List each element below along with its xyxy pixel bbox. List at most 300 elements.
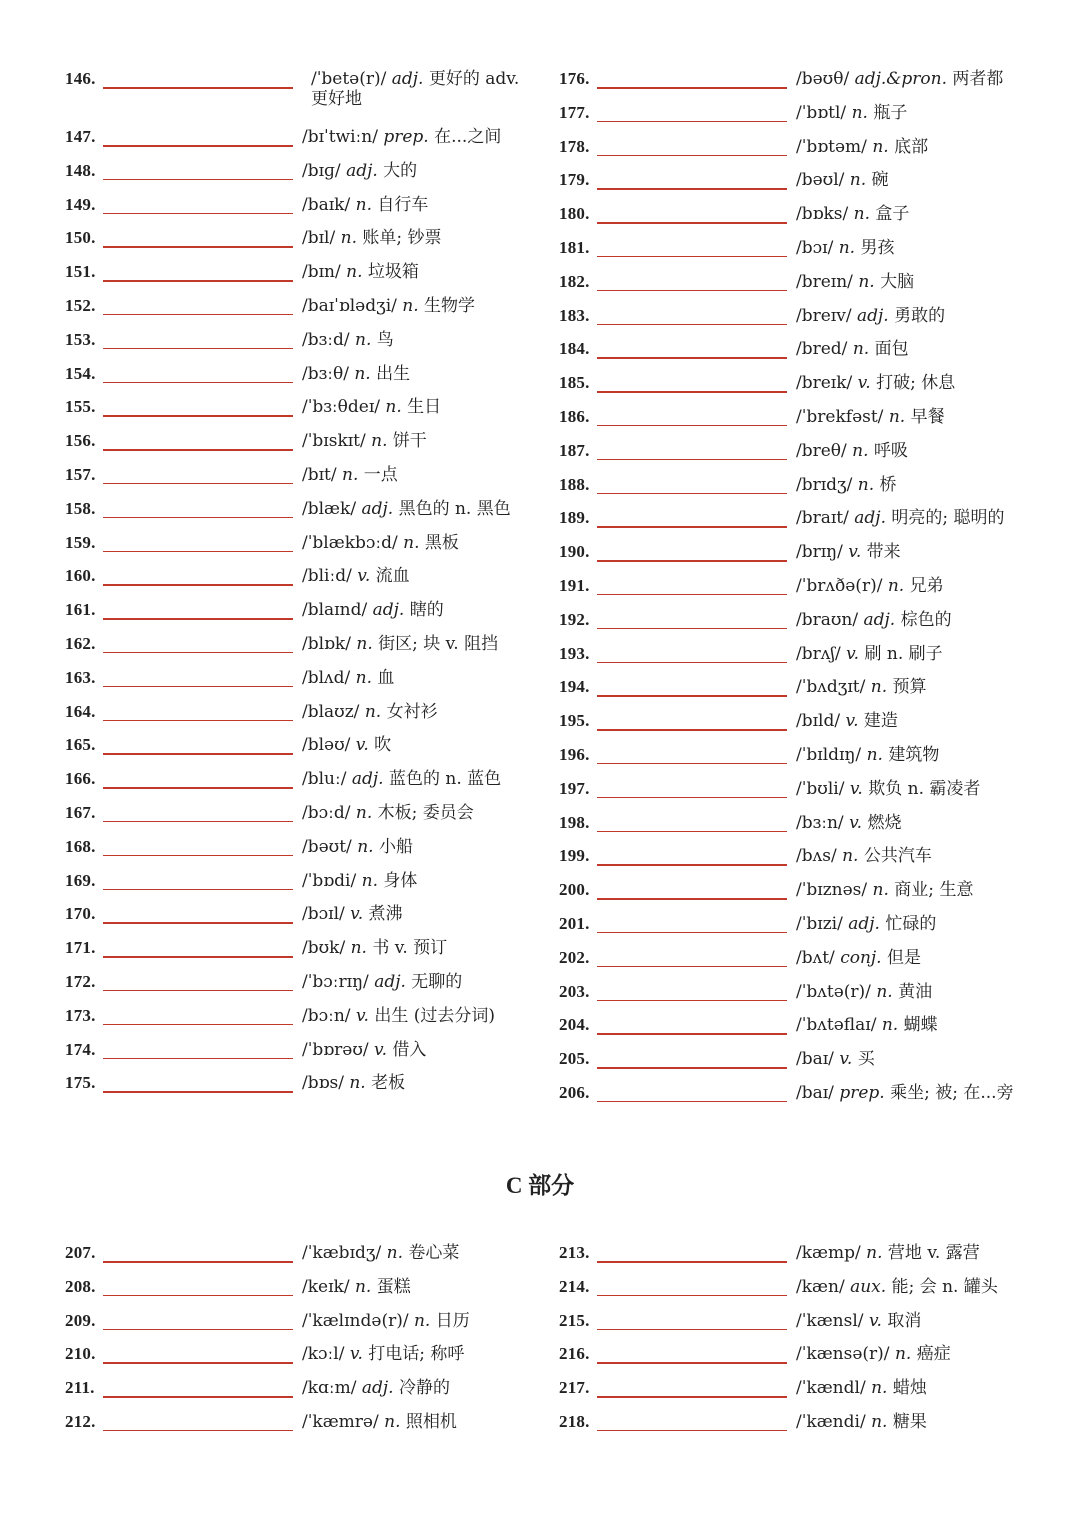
entry-definition <box>796 745 939 765</box>
entry-number: 211. <box>65 1378 95 1398</box>
answer-blank[interactable] <box>597 324 787 326</box>
entry-definition <box>302 228 442 248</box>
part-of-speech: n. <box>842 846 859 867</box>
part-of-speech: n. <box>385 397 402 418</box>
meaning: 无聊的 <box>405 971 463 992</box>
phonetic: /bəʊθ/ <box>796 69 855 89</box>
answer-blank[interactable] <box>103 246 293 248</box>
entry-definition <box>302 702 438 722</box>
meaning: 桥 <box>874 474 897 495</box>
entry-definition <box>302 1412 457 1432</box>
answer-blank[interactable] <box>597 594 787 596</box>
phonetic: /breɪv/ <box>796 305 857 326</box>
phonetic: /bɜːn/ <box>796 812 850 833</box>
part-of-speech: v. <box>349 1344 363 1365</box>
answer-blank[interactable] <box>597 425 787 427</box>
entry-definition <box>302 330 394 350</box>
entry-definition <box>302 161 417 181</box>
meaning: 蓝色的 n. 蓝色 <box>383 769 502 790</box>
answer-blank[interactable] <box>597 459 787 461</box>
part-of-speech: prep. <box>383 127 429 147</box>
vocab-entry <box>559 267 1029 301</box>
entry-number: 160. <box>65 566 96 586</box>
phonetic: /bɔːd/ <box>302 802 356 823</box>
part-of-speech: n. <box>857 474 875 495</box>
entry-number: 196. <box>559 744 590 764</box>
vocab-entry <box>65 730 535 764</box>
vocab-entry <box>559 368 1029 402</box>
answer-blank[interactable] <box>597 560 787 562</box>
part-of-speech: n. <box>866 744 883 765</box>
answer-blank[interactable] <box>103 1329 293 1331</box>
entry-definition <box>796 1243 980 1263</box>
entry-definition <box>302 1243 459 1263</box>
part-of-speech: adj. <box>391 69 424 89</box>
meaning: 建造 <box>858 711 898 732</box>
vocab-entry <box>559 1272 1029 1306</box>
entry-definition <box>796 69 1003 89</box>
answer-blank[interactable] <box>103 382 293 384</box>
part-of-speech: v. <box>374 1039 388 1060</box>
vocab-entry <box>559 436 1029 470</box>
entry-definition <box>796 1344 951 1364</box>
meaning: 小船 <box>373 836 413 857</box>
entry-number: 149. <box>65 194 96 214</box>
entry-definition <box>796 779 980 799</box>
answer-blank[interactable] <box>597 188 787 190</box>
answer-blank[interactable] <box>103 855 293 857</box>
entry-definition <box>796 948 921 968</box>
part-of-speech: adj. <box>856 305 889 326</box>
answer-blank[interactable] <box>597 695 787 697</box>
answer-blank[interactable] <box>103 1024 293 1026</box>
meaning: 营地 v. 露营 <box>882 1243 980 1263</box>
answer-blank[interactable] <box>597 1396 787 1398</box>
entry-number: 166. <box>65 769 96 789</box>
entry-number: 199. <box>559 846 590 866</box>
part-of-speech: n. <box>349 1073 366 1094</box>
phonetic: /ˈbʊli/ <box>796 778 850 799</box>
entry-number: 198. <box>559 812 590 832</box>
part-of-speech: n. <box>887 575 905 596</box>
vocab-entry <box>65 697 535 731</box>
vocab-entry <box>559 977 1029 1011</box>
phonetic: /kæmp/ <box>796 1243 867 1263</box>
phonetic: /ˈkænsə(r)/ <box>796 1344 895 1365</box>
entry-number: 153. <box>65 329 96 349</box>
part-of-speech: adj.&pron. <box>854 69 948 89</box>
entry-number: 150. <box>65 228 96 248</box>
phonetic: /ˈbɒtl/ <box>796 102 852 123</box>
vocab-entry <box>559 909 1029 943</box>
answer-blank[interactable] <box>103 517 293 519</box>
meaning: 鸟 <box>371 329 394 350</box>
answer-blank[interactable] <box>597 290 787 292</box>
vocab-entry <box>65 1373 535 1407</box>
vocab-entry <box>65 1238 535 1272</box>
entry-definition <box>796 982 932 1002</box>
meaning: 预算 <box>887 677 927 698</box>
entry-number: 164. <box>65 701 96 721</box>
answer-blank[interactable] <box>103 1261 293 1263</box>
part-of-speech: n. <box>386 1243 403 1263</box>
entry-number: 186. <box>559 406 590 426</box>
vocab-entry <box>65 899 535 933</box>
meaning: 瓶子 <box>867 102 908 123</box>
part-of-speech: prep. <box>839 1082 885 1103</box>
entry-number: 172. <box>65 971 96 991</box>
meaning: 底部 <box>888 136 929 157</box>
vocab-entry <box>559 165 1029 199</box>
answer-blank[interactable] <box>103 584 293 586</box>
entry-definition <box>302 1311 470 1331</box>
entry-definition <box>796 441 908 461</box>
entry-number: 197. <box>559 778 590 798</box>
answer-blank[interactable] <box>103 720 293 722</box>
phonetic: /bluː/ <box>302 769 352 790</box>
part-of-speech: v. <box>355 735 369 756</box>
answer-blank[interactable] <box>103 314 293 316</box>
answer-blank[interactable] <box>597 1000 787 1002</box>
entry-definition <box>796 813 901 833</box>
part-of-speech: n. <box>872 136 889 157</box>
meaning: 忙碌的 <box>879 913 937 934</box>
entry-definition <box>796 508 1005 528</box>
vocab-entry <box>65 426 535 460</box>
part-of-speech: adj. <box>361 1378 394 1399</box>
entry-definition <box>796 576 944 596</box>
phonetic: /kæn/ <box>796 1276 851 1297</box>
phonetic: /ˈbɜːθdeɪ/ <box>302 397 386 418</box>
answer-blank[interactable] <box>597 256 787 258</box>
answer-blank[interactable] <box>597 155 787 157</box>
answer-blank[interactable] <box>597 729 787 731</box>
phonetic: /bʌt/ <box>796 947 841 968</box>
entry-definition <box>302 837 413 857</box>
entry-definition <box>311 69 535 109</box>
vocab-entry <box>559 706 1029 740</box>
entry-definition <box>302 972 462 992</box>
answer-blank[interactable] <box>103 1091 293 1093</box>
phonetic: /ˈbrekfəst/ <box>796 406 889 427</box>
part-of-speech: n. <box>357 836 374 857</box>
entry-number: 191. <box>559 575 590 595</box>
answer-blank[interactable] <box>103 889 293 891</box>
entry-number: 158. <box>65 498 96 518</box>
phonetic: /baɪ/ <box>796 1082 840 1103</box>
meaning: 两者都 <box>947 69 1004 89</box>
answer-blank[interactable] <box>103 1396 293 1398</box>
phonetic: /blaʊz/ <box>302 701 365 722</box>
entry-definition <box>302 127 501 147</box>
phonetic: /bliːd/ <box>302 566 358 587</box>
word-column-right <box>559 64 1029 1112</box>
vocab-entry <box>65 1272 535 1306</box>
meaning: 照相机 <box>400 1411 457 1432</box>
vocab-entry <box>65 223 535 257</box>
vocab-entry <box>65 460 535 494</box>
entry-number: 215. <box>559 1310 590 1330</box>
entry-number: 167. <box>65 802 96 822</box>
meaning: 蜡烛 <box>887 1378 927 1399</box>
vocab-entry <box>65 392 535 426</box>
meaning: 卷心菜 <box>402 1243 460 1263</box>
entry-definition <box>796 1015 938 1035</box>
part-of-speech: n. <box>342 464 359 485</box>
answer-blank[interactable] <box>597 1329 787 1331</box>
entry-number: 183. <box>559 305 590 325</box>
entry-definition <box>796 204 909 224</box>
phonetic: /ˈbɒtəm/ <box>796 136 873 157</box>
vocab-entry <box>559 470 1029 504</box>
entry-number: 185. <box>559 373 590 393</box>
answer-blank[interactable] <box>597 1101 787 1103</box>
vocab-entry <box>559 808 1029 842</box>
entry-definition <box>302 1344 464 1364</box>
phonetic: /bred/ <box>796 339 853 360</box>
entry-number: 192. <box>559 609 590 629</box>
entry-definition <box>302 1277 411 1297</box>
phonetic: /ˈbɪznəs/ <box>796 880 873 901</box>
part-of-speech: n. <box>403 532 420 553</box>
vocab-entry <box>65 1306 535 1340</box>
answer-blank[interactable] <box>597 1261 787 1263</box>
phonetic: /ˈkændl/ <box>796 1378 872 1399</box>
answer-blank[interactable] <box>103 449 293 451</box>
vocab-entry <box>65 359 535 393</box>
part-of-speech: v. <box>868 1310 882 1331</box>
vocab-entry <box>65 663 535 697</box>
vocab-entry <box>65 561 535 595</box>
entry-number: 208. <box>65 1276 96 1296</box>
vocab-entry <box>559 571 1029 605</box>
part-of-speech: n. <box>354 1276 372 1297</box>
answer-blank[interactable] <box>103 483 293 485</box>
entry-number: 171. <box>65 938 96 958</box>
phonetic: /ˈbʌtə(r)/ <box>796 981 877 1002</box>
part-of-speech: conj. <box>840 947 882 968</box>
meaning: 大脑 <box>874 271 915 292</box>
entry-number: 182. <box>559 271 590 291</box>
answer-blank[interactable] <box>597 797 787 799</box>
phonetic: /brɪŋ/ <box>796 542 849 563</box>
meaning: 男孩 <box>855 237 895 258</box>
entry-definition <box>302 1040 426 1060</box>
meaning: 冷静的 <box>393 1378 450 1399</box>
entry-definition <box>796 1277 998 1297</box>
answer-blank[interactable] <box>103 787 293 789</box>
answer-blank[interactable] <box>103 213 293 215</box>
answer-blank[interactable] <box>597 831 787 833</box>
answer-blank[interactable] <box>103 956 293 958</box>
entry-number: 212. <box>65 1411 96 1431</box>
part-of-speech: n. <box>852 339 870 360</box>
phonetic: /keɪk/ <box>302 1276 355 1297</box>
answer-blank[interactable] <box>597 1033 787 1035</box>
entry-definition <box>796 1311 921 1331</box>
answer-blank[interactable] <box>597 662 787 664</box>
entry-number: 200. <box>559 880 590 900</box>
meaning: 生物学 <box>418 295 476 316</box>
meaning: 癌症 <box>911 1344 951 1365</box>
answer-blank[interactable] <box>103 1295 293 1297</box>
meaning: 买 <box>852 1049 875 1070</box>
meaning: 但是 <box>881 947 921 968</box>
vocab-entry <box>65 832 535 866</box>
entry-definition <box>302 600 444 620</box>
entry-definition <box>302 566 410 586</box>
meaning: 勇敢的 <box>888 305 946 326</box>
meaning: 刷 n. 刷子 <box>859 643 943 664</box>
phonetic: /bɪl/ <box>302 228 341 249</box>
vocab-entry <box>559 672 1029 706</box>
part-of-speech: n. <box>871 1378 888 1399</box>
part-of-speech: n. <box>870 677 888 698</box>
entry-number: 174. <box>65 1039 96 1059</box>
phonetic: /bɔɪl/ <box>302 904 351 925</box>
section-heading: C 部分 <box>505 1173 575 1198</box>
answer-blank[interactable] <box>597 493 787 495</box>
answer-blank[interactable] <box>597 1067 787 1069</box>
answer-blank[interactable] <box>597 763 787 765</box>
phonetic: /braɪt/ <box>796 508 855 529</box>
word-column-c-right <box>559 1238 1029 1441</box>
part-of-speech: v. <box>355 1005 369 1026</box>
vocab-entry <box>65 967 535 1001</box>
entry-number: 163. <box>65 667 96 687</box>
part-of-speech: n. <box>350 938 367 959</box>
entry-definition <box>302 262 419 282</box>
part-of-speech: adj. <box>346 160 378 181</box>
entry-number: 152. <box>65 295 96 315</box>
vocab-entry <box>559 503 1029 537</box>
phonetic: /blɒk/ <box>302 633 357 654</box>
phonetic: /ˈbɔːrɪŋ/ <box>302 971 375 992</box>
answer-blank[interactable] <box>103 990 293 992</box>
entry-number: 184. <box>559 339 590 359</box>
vocab-entry <box>65 325 535 359</box>
entry-number: 165. <box>65 735 96 755</box>
meaning: 打电话; 称呼 <box>362 1344 465 1365</box>
answer-blank[interactable] <box>103 1362 293 1364</box>
answer-blank[interactable] <box>597 526 787 528</box>
answer-blank[interactable] <box>103 145 293 147</box>
meaning: 借入 <box>387 1039 427 1060</box>
answer-blank[interactable] <box>103 87 293 89</box>
entry-number: 210. <box>65 1344 96 1364</box>
part-of-speech: v. <box>357 566 371 587</box>
meaning: 老板 <box>365 1073 406 1094</box>
vocab-entry <box>559 1339 1029 1373</box>
answer-blank[interactable] <box>597 391 787 393</box>
meaning: 血 <box>372 667 395 688</box>
phonetic: /ˈkændi/ <box>796 1411 872 1432</box>
meaning: 蛋糕 <box>371 1276 411 1297</box>
entry-number: 203. <box>559 981 590 1001</box>
answer-blank[interactable] <box>597 628 787 630</box>
answer-blank[interactable] <box>103 280 293 282</box>
phonetic: /bɒs/ <box>302 1073 350 1094</box>
meaning: 糖果 <box>887 1411 927 1432</box>
answer-blank[interactable] <box>103 922 293 924</box>
answer-blank[interactable] <box>597 222 787 224</box>
phonetic: /baɪ/ <box>796 1049 840 1070</box>
answer-blank[interactable] <box>103 618 293 620</box>
phonetic: /ˈkænsl/ <box>796 1310 869 1331</box>
part-of-speech: n. <box>356 633 373 654</box>
answer-blank[interactable] <box>103 179 293 181</box>
meaning: 账单; 钞票 <box>356 228 442 249</box>
answer-blank[interactable] <box>103 551 293 553</box>
phonetic: /ˈkælɪndə(r)/ <box>302 1310 414 1331</box>
answer-blank[interactable] <box>103 1058 293 1060</box>
part-of-speech: n. <box>851 102 868 123</box>
phonetic: /kɑːm/ <box>302 1378 362 1399</box>
entry-definition <box>302 803 474 823</box>
entry-number: 213. <box>559 1243 590 1262</box>
answer-blank[interactable] <box>597 932 787 934</box>
answer-blank[interactable] <box>597 87 787 89</box>
answer-blank[interactable] <box>597 1430 787 1432</box>
vocab-entry <box>559 402 1029 436</box>
entry-definition <box>796 103 907 123</box>
vocab-entry <box>65 528 535 562</box>
part-of-speech: v. <box>839 1049 853 1070</box>
entry-definition <box>796 373 955 393</box>
answer-blank[interactable] <box>597 121 787 123</box>
entry-definition <box>302 904 403 924</box>
part-of-speech: n. <box>346 262 363 283</box>
phonetic: /bəʊt/ <box>302 836 358 857</box>
entry-definition <box>796 1049 875 1069</box>
answer-blank[interactable] <box>597 357 787 359</box>
meaning: 商业; 生意 <box>888 880 974 901</box>
answer-blank[interactable] <box>103 686 293 688</box>
part-of-speech: n. <box>402 295 419 316</box>
part-of-speech: n. <box>838 237 856 258</box>
entry-number: 176. <box>559 69 590 88</box>
answer-blank[interactable] <box>103 753 293 755</box>
entry-definition <box>302 871 417 891</box>
part-of-speech: n. <box>384 1411 401 1432</box>
answer-blank[interactable] <box>103 652 293 654</box>
answer-blank[interactable] <box>597 1362 787 1364</box>
phonetic: /bɔɪ/ <box>796 237 839 258</box>
vocab-entry <box>559 1044 1029 1078</box>
answer-blank[interactable] <box>103 348 293 350</box>
vocab-entry <box>559 1373 1029 1407</box>
part-of-speech: v. <box>845 711 859 732</box>
meaning: 棕色的 <box>895 609 952 630</box>
answer-blank[interactable] <box>103 1430 293 1432</box>
vocab-entry <box>559 740 1029 774</box>
part-of-speech: n. <box>853 204 871 225</box>
meaning: 街区; 块 v. 阻挡 <box>372 633 499 654</box>
answer-blank[interactable] <box>597 1295 787 1297</box>
phonetic: /bʌs/ <box>796 846 843 867</box>
meaning: 早餐 <box>905 406 945 427</box>
entry-definition <box>302 364 410 384</box>
answer-blank[interactable] <box>597 864 787 866</box>
answer-blank[interactable] <box>103 415 293 417</box>
answer-blank[interactable] <box>597 898 787 900</box>
part-of-speech: adj. <box>854 508 886 529</box>
part-of-speech: n. <box>355 802 373 823</box>
answer-blank[interactable] <box>103 821 293 823</box>
answer-blank[interactable] <box>597 966 787 968</box>
meaning: 书 v. 预订 <box>366 938 448 959</box>
meaning: 身体 <box>377 870 418 891</box>
